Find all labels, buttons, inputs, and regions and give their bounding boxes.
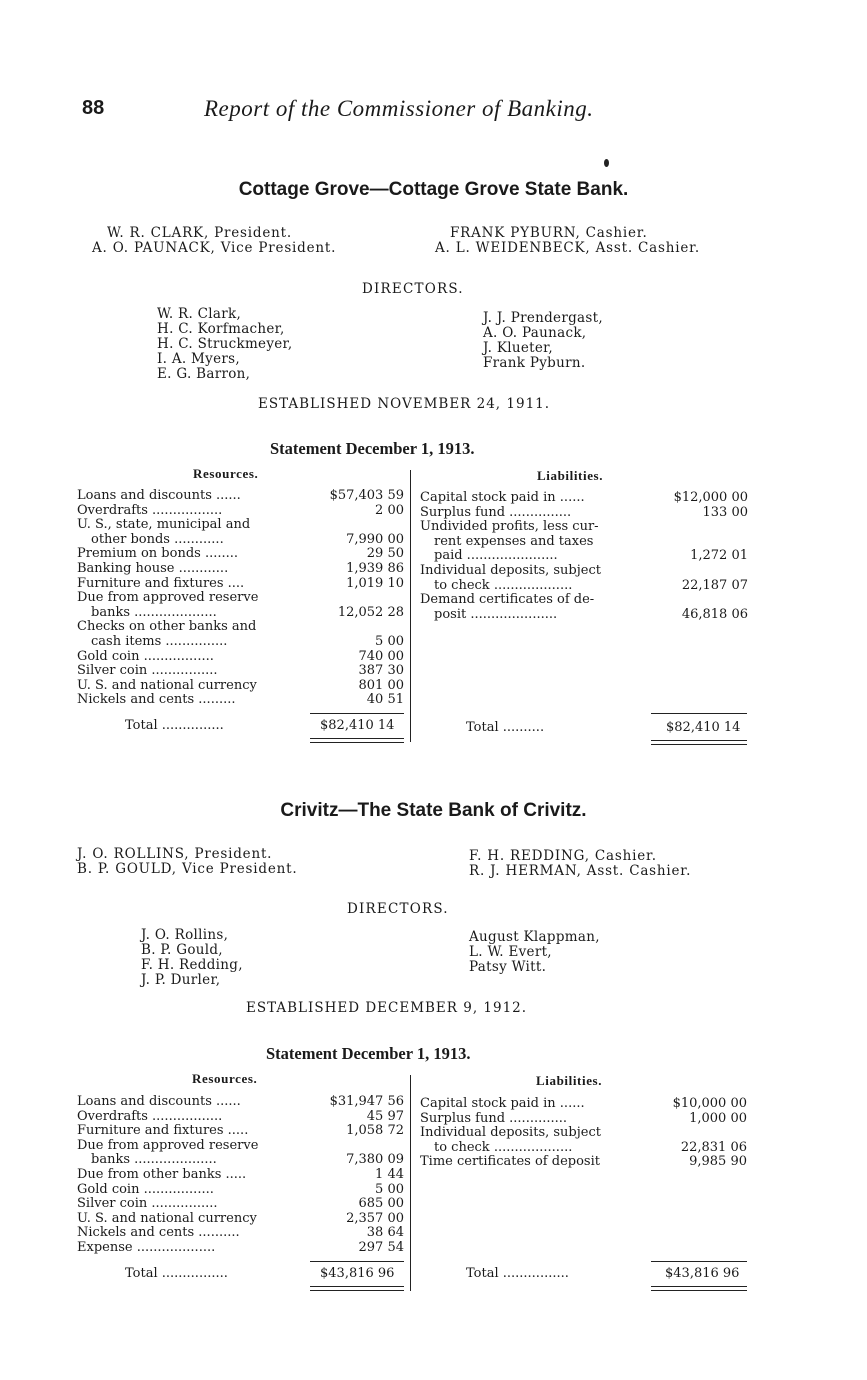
ledger-row xyxy=(420,491,748,506)
director: J. O. Rollins, xyxy=(141,927,229,943)
ledger-label: to check ................... xyxy=(434,1139,573,1155)
ledger-row xyxy=(77,504,404,519)
total-resources: $43,816 96 xyxy=(320,1266,395,1281)
established-date: ESTABLISHED DECEMBER 9, 1912. xyxy=(246,1000,528,1016)
statement-title: Statement December 1, 1913. xyxy=(270,439,475,458)
ledger-label: Nickels and cents ......... xyxy=(77,692,236,708)
ledger-label: Silver coin ................ xyxy=(77,663,218,679)
total-label-resources: Total ............... xyxy=(125,718,224,733)
ledger-label: Overdrafts ................. xyxy=(77,1108,223,1124)
ledger-label: rent expenses and taxes xyxy=(434,533,594,549)
bank-name: Crivitz—The State Bank of Crivitz. xyxy=(280,800,587,821)
total-rule-right xyxy=(651,713,747,714)
directors-list-left xyxy=(141,928,243,988)
directors-list-right xyxy=(469,930,600,975)
ledger-row xyxy=(77,547,404,562)
ledger-label: Loans and discounts ...... xyxy=(77,1094,241,1109)
double-rule xyxy=(651,1286,747,1287)
ledger-amount: 685 00 xyxy=(358,1196,404,1212)
ledger-row xyxy=(420,593,748,608)
resources-heading: Resources. xyxy=(192,1071,258,1086)
director: B. P. Gould, xyxy=(141,942,223,958)
director: August Klappman, xyxy=(469,929,600,945)
ledger-label: Checks on other banks and xyxy=(77,619,257,635)
ledger-amount: 46,818 06 xyxy=(681,606,748,622)
ledger-label: Surplus fund .............. xyxy=(420,1110,568,1126)
total-rule-left xyxy=(310,713,404,714)
ledger-label: paid ...................... xyxy=(434,548,558,564)
officer-president: J. O. ROLLINS, President. xyxy=(77,846,273,862)
officer-vice-president: A. O. PAUNACK, Vice President. xyxy=(92,240,337,256)
liabilities-table xyxy=(420,491,748,622)
ledger-label: Premium on bonds ........ xyxy=(77,546,239,562)
ledger-amount: 133 00 xyxy=(702,504,748,520)
page-number: 88 xyxy=(82,97,105,119)
ledger-label: to check ................... xyxy=(434,577,573,593)
ledger-row xyxy=(77,620,404,635)
double-rule xyxy=(651,744,747,745)
director: J. P. Durler, xyxy=(141,972,221,988)
ledger-row xyxy=(420,1112,747,1127)
ledger-amount: 5 00 xyxy=(375,633,404,649)
ledger-amount: 1 44 xyxy=(375,1166,404,1182)
ledger-amount: 12,052 28 xyxy=(337,604,404,620)
double-rule xyxy=(310,738,404,739)
total-label-liabilities: Total ................ xyxy=(466,1266,569,1281)
double-rule xyxy=(310,1290,404,1291)
ledger-amount: 7,990 00 xyxy=(346,531,404,547)
ledger-row xyxy=(77,664,404,679)
directors-heading: DIRECTORS. xyxy=(347,901,449,917)
ledger-amount: 1,272 01 xyxy=(690,548,748,564)
ledger-label: Capital stock paid in ...... xyxy=(420,490,585,505)
officer-asst-cashier: A. L. WEIDENBECK, Asst. Cashier. xyxy=(435,240,700,256)
ledger-row xyxy=(420,520,748,535)
ledger-label: cash items ............... xyxy=(91,633,228,649)
ledger-row xyxy=(77,1168,404,1183)
ledger-label: U. S. and national currency xyxy=(77,677,257,693)
ledger-amount: 801 00 xyxy=(358,677,404,693)
director: H. C. Korfmacher, xyxy=(157,321,285,337)
ledger-amount: $57,403 59 xyxy=(329,488,404,503)
ledger-amount: 387 30 xyxy=(358,663,404,679)
resources-table xyxy=(77,1095,404,1256)
ledger-row xyxy=(420,564,748,579)
ledger-row xyxy=(77,693,404,708)
double-rule xyxy=(651,740,747,741)
ledger-row xyxy=(77,591,404,606)
ledger-label: Demand certificates of de- xyxy=(420,592,595,608)
ledger-row xyxy=(77,635,404,650)
ledger-amount: 2,357 00 xyxy=(346,1210,404,1226)
ledger-row xyxy=(420,1155,747,1170)
ledger-row xyxy=(420,608,748,623)
director: A. O. Paunack, xyxy=(483,325,587,341)
ledger-label: Individual deposits, subject xyxy=(420,562,601,578)
ledger-amount: 29 50 xyxy=(366,546,404,562)
ledger-row xyxy=(77,1226,404,1241)
ledger-amount: $31,947 56 xyxy=(329,1094,404,1109)
officer-cashier: F. H. REDDING, Cashier. xyxy=(469,848,657,864)
established-date: ESTABLISHED NOVEMBER 24, 1911. xyxy=(258,396,551,412)
ledger-label: Expense ................... xyxy=(77,1239,216,1255)
ledger-label: Overdrafts ................. xyxy=(77,502,223,518)
ledger-label: Due from other banks ..... xyxy=(77,1166,247,1182)
ledger-amount: $10,000 00 xyxy=(672,1096,747,1111)
double-rule xyxy=(651,1290,747,1291)
ledger-row xyxy=(77,533,404,548)
statement-title: Statement December 1, 1913. xyxy=(266,1044,471,1063)
ledger-label: Gold coin ................. xyxy=(77,1181,214,1197)
officer-president: W. R. CLARK, President. xyxy=(107,225,292,241)
liabilities-heading: Liabilities. xyxy=(537,468,604,483)
total-label-liabilities: Total .......... xyxy=(466,720,545,735)
ledger-row xyxy=(77,1183,404,1198)
ledger-amount: 22,831 06 xyxy=(680,1139,747,1155)
ledger-label: Banking house ............ xyxy=(77,560,229,576)
ledger-label: banks .................... xyxy=(91,604,217,620)
ledger-label: Individual deposits, subject xyxy=(420,1125,601,1141)
ledger-row xyxy=(77,518,404,533)
total-label-resources: Total ................ xyxy=(125,1266,228,1281)
ledger-label: Gold coin ................. xyxy=(77,648,214,664)
ledger-label: banks .................... xyxy=(91,1152,217,1168)
resources-table xyxy=(77,489,404,708)
ledger-amount: 1,939 86 xyxy=(346,560,404,576)
total-resources: $82,410 14 xyxy=(320,718,395,733)
double-rule xyxy=(310,1286,404,1287)
ledger-row xyxy=(420,506,748,521)
directors-heading: DIRECTORS. xyxy=(362,281,464,297)
total-liabilities: $43,816 96 xyxy=(665,1266,740,1281)
director: W. R. Clark, xyxy=(157,306,242,322)
ledger-row xyxy=(77,562,404,577)
ledger-amount: 38 64 xyxy=(366,1225,404,1241)
ink-speck xyxy=(604,159,609,167)
ledger-row xyxy=(77,650,404,665)
ledger-label: Time certificates of deposit xyxy=(420,1154,600,1170)
ledger-row xyxy=(420,579,748,594)
ledger-amount: 1,058 72 xyxy=(346,1123,404,1139)
ledger-row xyxy=(77,1139,404,1154)
ledger-row xyxy=(420,1126,747,1141)
running-title: Report of the Commissioner of Banking. xyxy=(204,96,594,121)
ledger-row xyxy=(77,679,404,694)
ledger-amount: 22,187 07 xyxy=(681,577,748,593)
column-divider xyxy=(410,1075,411,1291)
ledger-row xyxy=(77,1095,404,1110)
ledger-row xyxy=(77,606,404,621)
ledger-amount: 40 51 xyxy=(366,692,404,708)
director: L. W. Evert, xyxy=(469,944,552,960)
ledger-amount: 740 00 xyxy=(358,648,404,664)
directors-list-left xyxy=(157,307,292,382)
liabilities-table xyxy=(420,1097,747,1170)
ledger-row xyxy=(420,1141,747,1156)
ledger-amount: 7,380 09 xyxy=(346,1152,404,1168)
ledger-row xyxy=(77,577,404,592)
ledger-row xyxy=(77,1124,404,1139)
ledger-amount: 45 97 xyxy=(366,1108,404,1124)
ledger-label: Capital stock paid in ...... xyxy=(420,1096,585,1111)
director: E. G. Barron, xyxy=(157,366,251,382)
officer-asst-cashier: R. J. HERMAN, Asst. Cashier. xyxy=(469,863,692,879)
liabilities-heading: Liabilities. xyxy=(536,1073,603,1088)
ledger-label: Loans and discounts ...... xyxy=(77,488,241,503)
ledger-amount: 297 54 xyxy=(358,1239,404,1255)
ledger-row xyxy=(77,1212,404,1227)
director: I. A. Myers, xyxy=(157,351,240,367)
ledger-row xyxy=(77,1241,404,1256)
ledger-amount: 2 00 xyxy=(375,502,404,518)
ledger-label: Furniture and fixtures ..... xyxy=(77,1123,249,1139)
ledger-amount: 1,000 00 xyxy=(689,1110,747,1126)
resources-heading: Resources. xyxy=(193,466,259,481)
ledger-label: U. S. and national currency xyxy=(77,1210,257,1226)
ledger-label: other bonds ............ xyxy=(91,531,224,547)
director: Patsy Witt. xyxy=(469,959,547,975)
ledger-label: Due from approved reserve xyxy=(77,590,259,606)
ledger-label: Silver coin ................ xyxy=(77,1196,218,1212)
bank-name: Cottage Grove—Cottage Grove State Bank. xyxy=(238,179,629,200)
ledger-label: Surplus fund ............... xyxy=(420,504,572,520)
ledger-label: U. S., state, municipal and xyxy=(77,517,251,533)
ledger-row xyxy=(77,1197,404,1212)
director: J. Klueter, xyxy=(483,340,554,356)
ledger-amount: 9,985 90 xyxy=(689,1154,747,1170)
double-rule xyxy=(310,742,404,743)
ledger-row xyxy=(420,535,748,550)
ledger-label: Nickels and cents .......... xyxy=(77,1225,240,1241)
director: J. J. Prendergast, xyxy=(483,310,603,326)
ledger-label: posit ..................... xyxy=(434,606,558,622)
total-rule-right xyxy=(651,1261,747,1262)
director: Frank Pyburn. xyxy=(483,355,586,371)
ledger-label: Furniture and fixtures .... xyxy=(77,575,245,591)
ledger-amount: $12,000 00 xyxy=(673,490,748,505)
ledger-amount: 1,019 10 xyxy=(346,575,404,591)
director: H. C. Struckmeyer, xyxy=(157,336,293,352)
ledger-row xyxy=(420,1097,747,1112)
ledger-row xyxy=(77,1153,404,1168)
directors-list-right xyxy=(483,311,603,371)
ledger-row xyxy=(77,489,404,504)
total-rule-left xyxy=(310,1261,404,1262)
ledger-label: Undivided profits, less cur- xyxy=(420,519,599,535)
total-liabilities: $82,410 14 xyxy=(666,720,741,735)
officer-cashier: FRANK PYBURN, Cashier. xyxy=(450,225,648,241)
ledger-label: Due from approved reserve xyxy=(77,1137,259,1153)
officer-vice-president: B. P. GOULD, Vice President. xyxy=(77,861,298,877)
ledger-amount: 5 00 xyxy=(375,1181,404,1197)
column-divider xyxy=(410,470,411,742)
ledger-row xyxy=(420,549,748,564)
director: F. H. Redding, xyxy=(141,957,243,973)
ledger-row xyxy=(77,1110,404,1125)
